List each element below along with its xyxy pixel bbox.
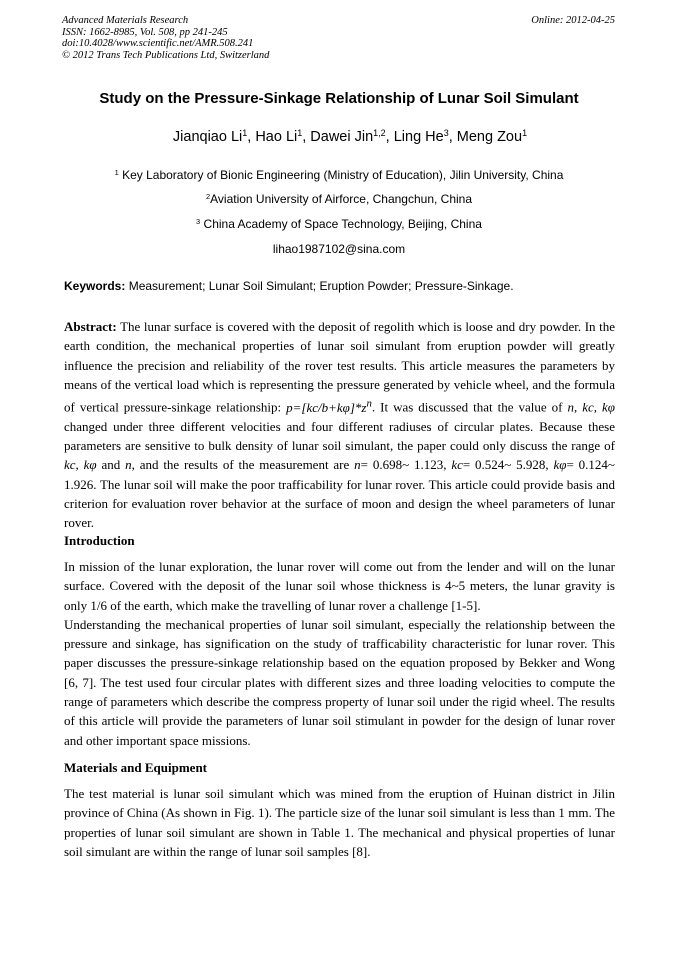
- paper-title: Study on the Pressure-Sinkage Relationship of Lunar Soil Simulant: [99, 90, 579, 107]
- author-email: lihao1987102@sina.com: [272, 242, 406, 256]
- introduction-body: [64, 557, 615, 750]
- journal-header: [62, 15, 615, 61]
- keywords-label: Keywords:: [64, 279, 126, 293]
- copyright-line: © 2012 Trans Tech Publications Ltd, Switzerland: [62, 49, 270, 61]
- author: Dawei Jin$^{1,2}$,: [310, 128, 394, 145]
- author: Ling He$^3$,: [393, 128, 457, 145]
- affiliation: $^2$Aviation University of Airforce, Changchun, China: [205, 191, 473, 206]
- affiliation: $^3$ China Academy of Space Technology, Beijing, China: [196, 216, 482, 231]
- author: Hao Li$^1$,: [255, 128, 311, 145]
- abstract: Abstract: The lunar surface is covered with the deposit of regolith which is loose and dry powder. In the earth condition, the mechanical properties of lunar soil simulant from eruption powder will greatly influence the precision and reliability of the rover test results. This article measures the parameters by means of the vertical load which is representing the pressure generated by vehicle wheel, and the formula of vertical pressure-sinkage relationship: $p=[kc/b+k\varphi]*z^n$. It was discussed that the value of n, kc, kφ changed under three different velocities and four different radiuses of circular plates. Because these parameters are sensitive to bulk density of lunar soil simulant, the paper could only discuss the range of kc, kφ and n, and the results of the measurement are n= 0.698~ 1.123, kc= 0.524~ 5.928, kφ= 0.124~ 1.926. The lunar soil will make the poor trafficability for lunar rover. This article could provide basis and criterion for evaluation rover behavior at the surface of moon and design the wheel parameters of lunar rover.: [64, 319, 616, 531]
- section-heading-introduction: Introduction: [64, 533, 135, 548]
- issn-line: ISSN: 1662-8985, Vol. 508, pp 241-245: [62, 26, 228, 38]
- pressure-sinkage-formula: $p=[kc/b+k\varphi]*z^n$: [286, 397, 372, 415]
- online-date: Online: 2012-04-25: [531, 15, 615, 26]
- materials-body: [64, 784, 615, 861]
- journal-name: Advanced Materials Research: [62, 15, 189, 26]
- section-heading-materials: Materials and Equipment: [64, 760, 208, 775]
- abstract-label: Abstract:: [64, 319, 117, 334]
- paragraph: In mission of the lunar exploration, the lunar rover will come out from the lender and will on the lunar surface. Covered with the deposit of the lunar soil whose thickness is 4~5 meters, the lunar gravity is only 1/6 of the earth, which make the travelling of lunar rover a challenge [1-5].: [64, 559, 615, 613]
- author: Jianqiao Li$^1$,: [172, 128, 256, 145]
- author-list: [0, 129, 678, 145]
- affiliation: $^1$ Key Laboratory of Bionic Engineering (Ministry of Education), Jilin University, China: [114, 167, 564, 182]
- keywords-text: Measurement; Lunar Soil Simulant; Eruption Powder; Pressure-Sinkage.: [128, 279, 514, 293]
- paragraph: Understanding the mechanical properties of lunar soil simulant, especially the relationship between the pressure and sinkage, has signification on the study of trafficability characteristic for lunar rover. This paper discusses the pressure-sinkage relationship based on the equation proposed by Bekker and Wong [6, 7]. The test used four circular plates with different sizes and three loading velocities to compute the range of parameters which describe the compress property of lunar soil under the rigid wheel. The results of this article will provide the parameters of lunar soil stimulant in powder for the design of lunar rover and other important space missions.: [64, 616, 615, 748]
- author: Meng Zou$^1$: [456, 128, 528, 145]
- doi-line: doi:10.4028/www.scientific.net/AMR.508.241: [62, 38, 254, 49]
- keywords: [64, 279, 624, 293]
- paragraph: The test material is lunar soil simulant which was mined from the eruption of Huinan district in Jilin province of China (As shown in Fig. 1). The particle size of the lunar soil simulant is less than 1 mm. The properties of lunar soil simulant are shown in Table 1. The mechanical and physical properties of lunar soil simulant are within the range of lunar soil samples [8].: [64, 786, 615, 859]
